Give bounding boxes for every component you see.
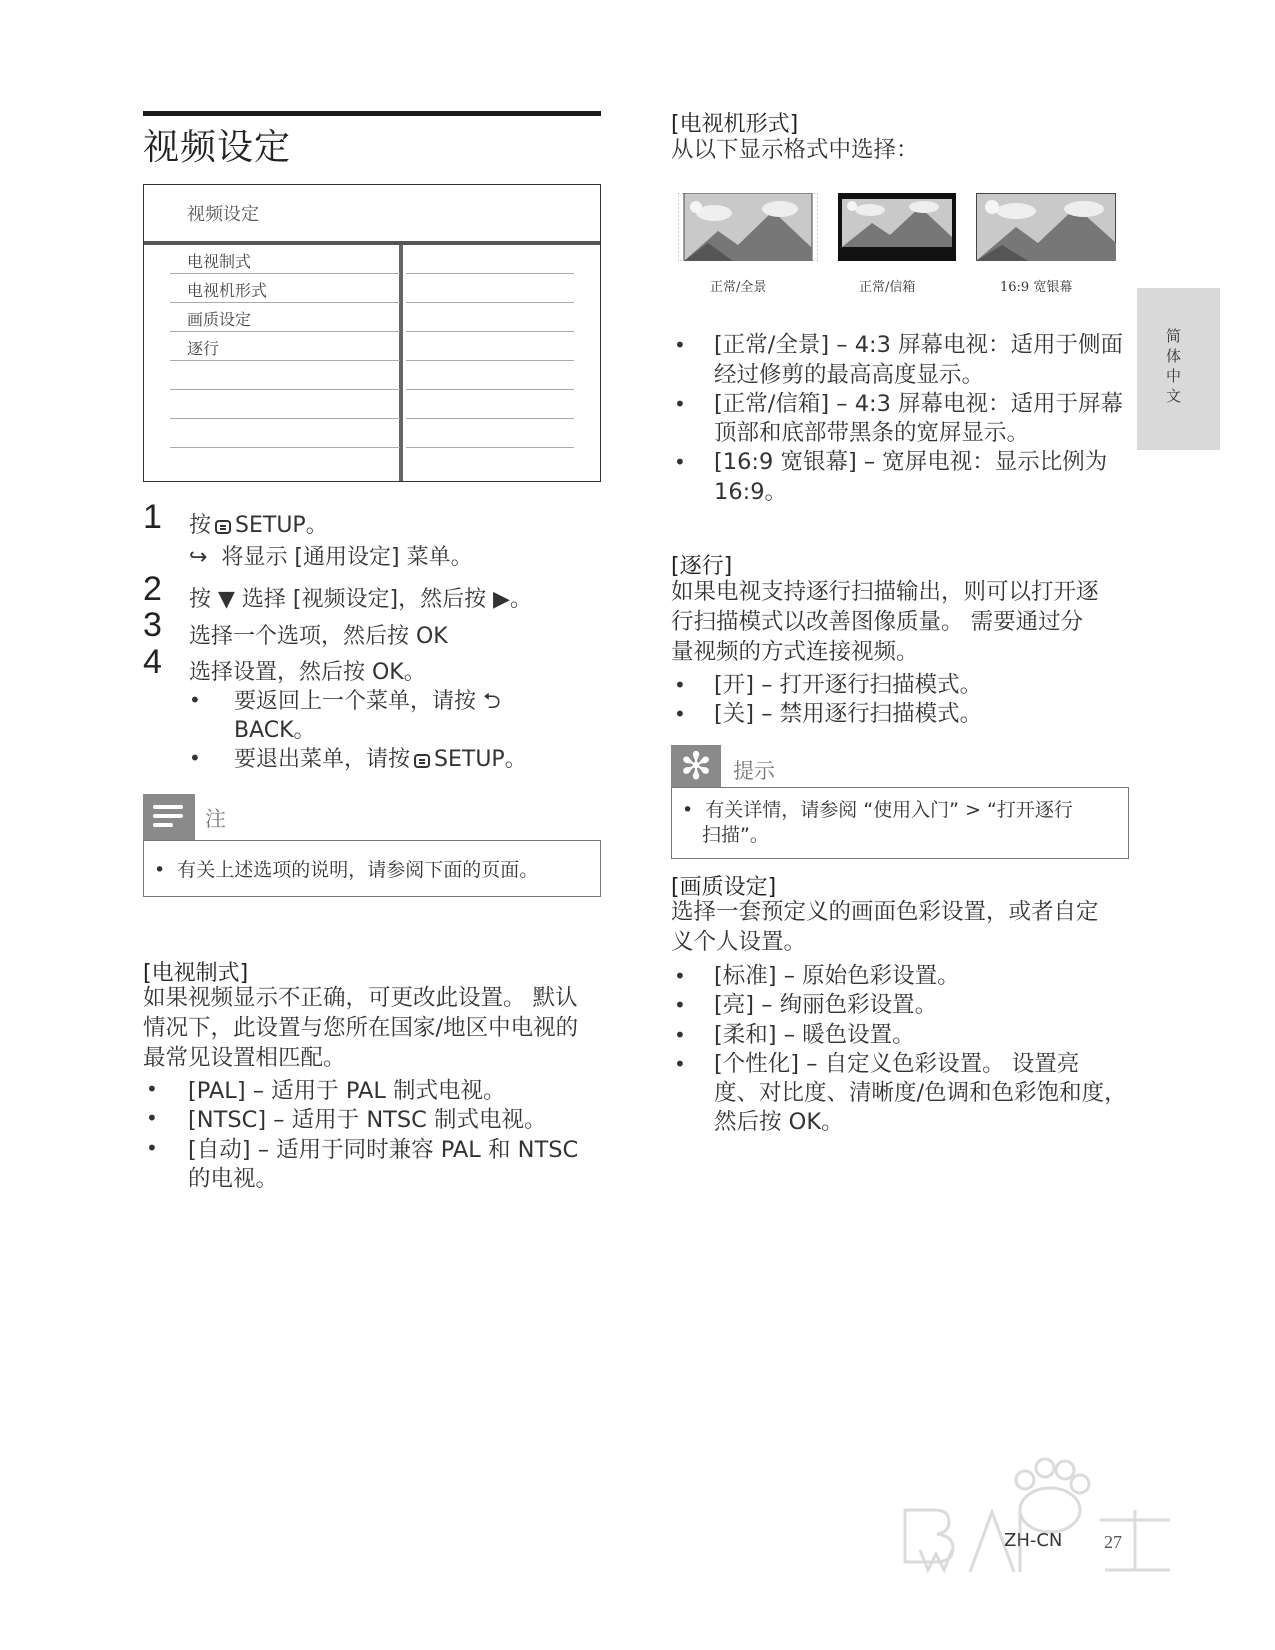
result-arrow-icon: ↪ bbox=[189, 545, 208, 570]
tv-shape-bullet-letterbox-2: 顶部和底部带黑条的宽屏显示。 bbox=[714, 420, 1030, 446]
step-number: 2 bbox=[143, 570, 162, 608]
widescreen-image bbox=[976, 193, 1116, 261]
bullet-dot: • bbox=[674, 993, 686, 1017]
picture-bullet-soft: [柔和] – 暖色设置。 bbox=[714, 1022, 915, 1048]
page-title: 视频设定 bbox=[143, 127, 292, 168]
tip-icon: ✻ bbox=[671, 745, 721, 787]
progressive-para: 如果电视支持逐行扫描输出，则可以打开逐 行扫描模式以改善图像质量。 需要通过分 量视频的方式连接视频。 bbox=[671, 579, 1099, 665]
footer-language-code: ZH-CN bbox=[1004, 1530, 1063, 1551]
menu-screenshot bbox=[143, 184, 601, 482]
setup-icon bbox=[215, 520, 231, 534]
bullet-dot: • bbox=[146, 1106, 158, 1130]
bullet-dot: • bbox=[674, 702, 686, 726]
picture-bullet-standard: [标准] – 原始色彩设置。 bbox=[714, 963, 960, 989]
menu-value-row bbox=[406, 274, 574, 303]
sub-bullet-back-2: BACK。 bbox=[234, 718, 316, 743]
sub-bullet-exit: 要退出菜单，请按 SETUP。 bbox=[234, 747, 527, 772]
bullet-dot: • bbox=[674, 333, 686, 357]
note-icon bbox=[143, 794, 195, 840]
bullet-dot: • bbox=[674, 1052, 686, 1076]
picture-bullet-bright: [亮] – 绚丽色彩设置。 bbox=[714, 992, 938, 1018]
setup-icon bbox=[414, 754, 430, 768]
menu-item-picture: 画质设定 bbox=[170, 303, 400, 332]
bullet-dot: • bbox=[674, 450, 686, 474]
bullet-dot: • bbox=[674, 673, 686, 697]
pan-scan-image bbox=[678, 193, 818, 261]
tv-shape-bullet-wide: [16:9 宽银幕] – 宽屏电视：显示比例为 bbox=[714, 449, 1108, 475]
language-tab-label: 简体中文 bbox=[1164, 328, 1182, 408]
menu-row-empty bbox=[170, 390, 400, 419]
menu-item-progressive: 逐行 bbox=[170, 332, 400, 361]
progressive-bullet-off: [关] – 禁用逐行扫描模式。 bbox=[714, 701, 983, 727]
menu-item-tv-shape: 电视机形式 bbox=[170, 274, 400, 303]
step-1-text: 按 SETUP。 bbox=[189, 513, 328, 538]
caption-widescreen: 16:9 宽银幕 bbox=[1000, 280, 1073, 295]
progressive-heading: [逐行] bbox=[671, 554, 733, 579]
caption-pan-scan: 正常/全景 bbox=[710, 280, 767, 295]
tv-system-bullet-ntsc: [NTSC] – 适用于 NTSC 制式电视。 bbox=[188, 1107, 547, 1133]
menu-row-empty bbox=[170, 448, 400, 476]
sub-bullet-back: 要返回上一个菜单，请按 ⮌ bbox=[234, 689, 501, 714]
bullet-dot: • bbox=[674, 392, 686, 416]
picture-bullet-personal-3: 然后按 OK。 bbox=[714, 1109, 844, 1135]
bullet-dot: • bbox=[674, 964, 686, 988]
step-2-text: 按 ▼ 选择 [视频设定]，然后按 ▶。 bbox=[189, 587, 532, 612]
picture-para: 选择一套预定义的画面色彩设置，或者自定 义个人设置。 bbox=[671, 899, 1099, 955]
bullet-dot: • bbox=[189, 688, 201, 712]
step-1-result: ↪ 将显示 [通用设定] 菜单。 bbox=[189, 545, 473, 570]
menu-value-row bbox=[406, 419, 574, 448]
menu-value-row bbox=[406, 332, 574, 361]
tv-system-para: 如果视频显示不正确，可更改此设置。 默认 情况下，此设置与您所在国家/地区中电视的 最常见设置相匹配。 bbox=[143, 985, 579, 1071]
bullet-dot: • bbox=[674, 1023, 686, 1047]
menu-header: 视频设定 bbox=[187, 204, 259, 225]
tv-shape-bullet-pan-scan: [正常/全景] – 4:3 屏幕电视：适用于侧面 bbox=[714, 332, 1124, 358]
note-text: • 有关上述选项的说明，请参阅下面的页面。 bbox=[154, 859, 539, 881]
tv-system-heading: [电视制式] bbox=[143, 961, 249, 986]
tv-shape-bullet-pan-scan-2: 经过修剪的最高高度显示。 bbox=[714, 362, 985, 388]
step-number: 4 bbox=[143, 643, 162, 681]
menu-value-row bbox=[406, 245, 574, 274]
caption-letterbox: 正常/信箱 bbox=[859, 280, 916, 295]
letterbox-image bbox=[838, 193, 956, 261]
bullet-dot: • bbox=[189, 746, 201, 770]
page-number: 27 bbox=[1104, 1532, 1122, 1552]
tv-shape-heading: [电视机形式] bbox=[671, 112, 799, 137]
back-icon: ⮌ bbox=[483, 689, 501, 714]
bullet-dot: • bbox=[146, 1136, 158, 1160]
step-4-text: 选择设置，然后按 OK。 bbox=[189, 660, 426, 685]
picture-bullet-personal-2: 度、对比度、清晰度/色调和色彩饱和度， bbox=[714, 1080, 1127, 1106]
bullet-dot: • bbox=[146, 1077, 158, 1101]
language-side-tab bbox=[1137, 288, 1220, 450]
step-number: 1 bbox=[143, 498, 162, 536]
note-label: 注 bbox=[205, 807, 226, 831]
menu-item-tv-system: 电视制式 bbox=[170, 245, 400, 274]
tv-system-bullet-pal: [PAL] – 适用于 PAL 制式电视。 bbox=[188, 1078, 506, 1104]
step-3-text: 选择一个选项，然后按 OK bbox=[189, 624, 448, 649]
tv-system-bullet-auto: [自动] – 适用于同时兼容 PAL 和 NTSC bbox=[188, 1137, 579, 1163]
step-number: 3 bbox=[143, 606, 162, 644]
tip-label: 提示 bbox=[733, 759, 775, 783]
tv-shape-intro: 从以下显示格式中选择： bbox=[671, 137, 919, 163]
menu-row-empty bbox=[170, 419, 400, 448]
tv-shape-bullet-letterbox: [正常/信箱] – 4:3 屏幕电视：适用于屏幕 bbox=[714, 391, 1124, 417]
watermark-logo bbox=[900, 1440, 1200, 1590]
tip-text: • 有关详情，请参阅 “使用入门” > “打开逐行 扫描”。 bbox=[682, 799, 1073, 846]
tv-system-bullet-auto-2: 的电视。 bbox=[188, 1166, 279, 1192]
menu-value-row bbox=[406, 390, 574, 419]
menu-row-empty bbox=[170, 361, 400, 390]
tv-shape-bullet-wide-2: 16:9。 bbox=[714, 479, 788, 505]
picture-heading: [画质设定] bbox=[671, 875, 777, 900]
menu-value-row bbox=[406, 361, 574, 390]
title-rule bbox=[143, 111, 601, 116]
picture-bullet-personal: [个性化] – 自定义色彩设置。 设置亮 bbox=[714, 1051, 1080, 1077]
menu-value-row bbox=[406, 303, 574, 332]
progressive-bullet-on: [开] – 打开逐行扫描模式。 bbox=[714, 672, 983, 698]
